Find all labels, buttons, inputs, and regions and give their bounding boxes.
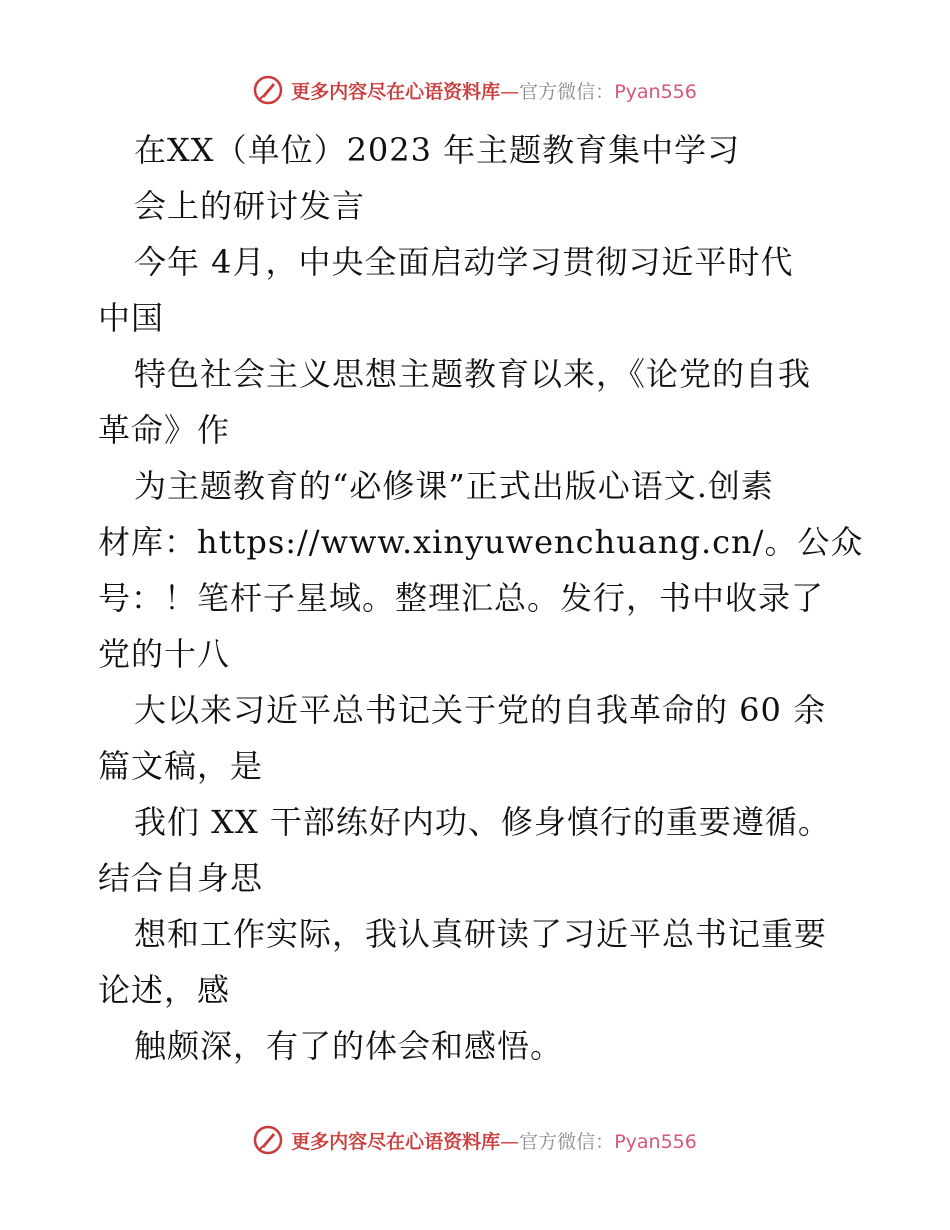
document-line: 中国 xyxy=(98,299,165,337)
banner-text xyxy=(291,77,697,104)
document-line: 材库：https://www.xinyuwenchuang.cn/。公众 xyxy=(98,523,864,561)
quill-pen-logo-icon xyxy=(253,75,283,105)
document-line: 触颇深，有了的体会和感悟。 xyxy=(134,1027,564,1065)
banner-separator: — xyxy=(500,1130,520,1153)
quill-pen-logo-icon xyxy=(253,1125,283,1155)
document-line: 篇文稿，是 xyxy=(98,747,264,785)
header-banner xyxy=(0,70,950,110)
document-line: 结合自身思 xyxy=(98,859,264,897)
document-line: 革命》作 xyxy=(98,411,231,449)
document-line: 在XX（单位）2023 年主题教育集中学习 xyxy=(134,131,741,169)
document-line: 为主题教育的“必修课”正式出版心语文.创素 xyxy=(134,467,774,505)
banner-part2: 官方微信： xyxy=(519,80,615,103)
footer-banner xyxy=(0,1120,950,1160)
document-line: 今年 4月，中央全面启动学习贯彻习近平时代 xyxy=(134,243,794,281)
document-line: 大以来习近平总书记关于党的自我革命的 60 余 xyxy=(134,691,827,729)
banner-part1: 更多内容尽在心语资料库 xyxy=(291,1130,501,1153)
document-body xyxy=(98,122,864,1074)
document-line: 会上的研讨发言 xyxy=(134,187,366,225)
banner-separator: — xyxy=(500,80,520,103)
banner-text xyxy=(291,1127,697,1154)
document-line: 想和工作实际，我认真研读了习近平总书记重要 xyxy=(134,915,828,953)
document-line: 我们 XX 干部练好内功、修身慎行的重要遵循。 xyxy=(134,803,831,841)
banner-wechat-id: Pyan556 xyxy=(614,80,697,103)
banner-wechat-id: Pyan556 xyxy=(614,1130,697,1153)
document-line: 特色社会主义思想主题教育以来，《论党的自我 xyxy=(134,355,812,393)
banner-part2: 官方微信： xyxy=(519,1130,615,1153)
document-line: 论述，感 xyxy=(98,971,231,1009)
banner-part1: 更多内容尽在心语资料库 xyxy=(291,80,501,103)
document-line: 号：！笔杆子星域。整理汇总。发行，书中收录了 xyxy=(98,579,825,617)
document-line: 党的十八 xyxy=(98,635,231,673)
